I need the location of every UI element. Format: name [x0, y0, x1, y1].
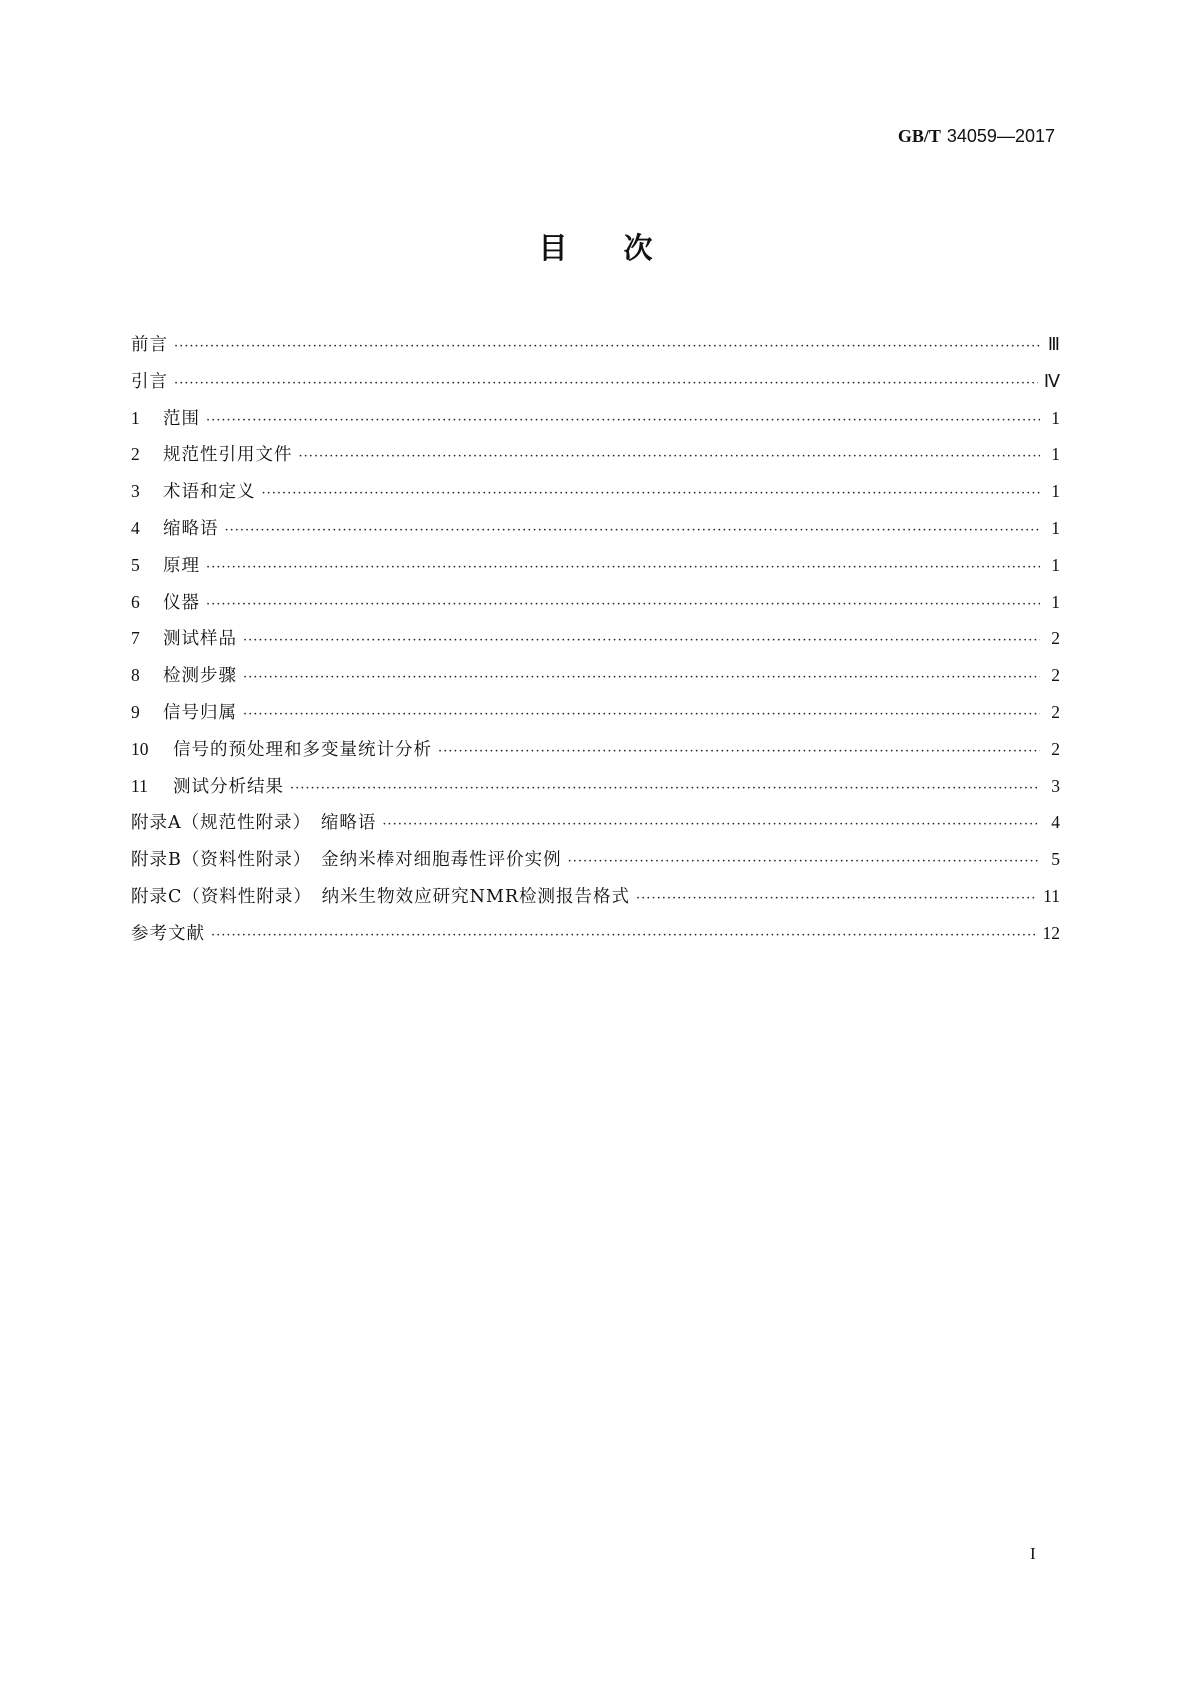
toc-entry-label: 参考文献	[131, 923, 205, 944]
toc-entry-label: 测试分析结果	[173, 776, 284, 797]
toc-entry[interactable]	[131, 694, 1060, 731]
toc-entry-number: 7	[131, 628, 140, 649]
toc-entry-label: 信号的预处理和多变量统计分析	[173, 739, 432, 760]
toc-entry-page: 1	[1051, 591, 1060, 612]
toc-entry-page: 2	[1051, 628, 1060, 649]
toc-entry-number: 5	[131, 554, 140, 575]
dot-leader	[568, 844, 1040, 881]
dot-leader	[636, 881, 1037, 918]
toc-entry-number: 4	[131, 517, 140, 538]
toc-entry-page: 11	[1043, 885, 1060, 906]
toc-entry-label: 术语和定义	[163, 482, 256, 503]
toc-entry-page: Ⅲ	[1047, 334, 1060, 354]
toc-entry-label: 检测步骤	[163, 666, 237, 687]
toc-entry[interactable]	[131, 915, 1060, 952]
toc-entry-label: 仪器	[163, 592, 200, 613]
toc-entry[interactable]	[131, 804, 1060, 841]
toc-entry-number: 8	[131, 665, 140, 686]
toc-entry-label: 前言	[131, 335, 168, 355]
dot-leader	[243, 697, 1040, 734]
toc-entry-label: 范围	[163, 408, 200, 429]
toc-entry-page: 1	[1051, 444, 1060, 465]
toc-entry[interactable]	[131, 400, 1060, 437]
dot-leader	[174, 366, 1038, 403]
dot-leader	[243, 660, 1040, 697]
page-title: 目次	[538, 231, 709, 265]
toc-entry-page: 2	[1051, 701, 1060, 722]
dot-leader	[225, 513, 1041, 550]
toc-entry-label: 附录B（资料性附录） 金纳米棒对细胞毒性评价实例	[131, 850, 562, 871]
toc-entry-label: 附录C（资料性附录） 纳米生物效应研究NMR检测报告格式	[131, 886, 631, 907]
toc-entry-number: 11	[131, 775, 148, 796]
standard-number	[880, 126, 1055, 147]
standard-code: 34059—2017	[946, 126, 1055, 146]
dot-leader	[382, 807, 1040, 844]
toc-entry-page: 2	[1051, 665, 1060, 686]
toc-entry-page: Ⅳ	[1043, 370, 1060, 391]
dot-leader	[299, 439, 1041, 476]
dot-leader	[243, 623, 1040, 660]
toc-entry-page: 2	[1051, 738, 1060, 759]
page-number: I	[1030, 1544, 1036, 1563]
dot-leader	[262, 476, 1041, 513]
dot-leader	[290, 771, 1040, 808]
dot-leader	[174, 329, 1040, 366]
toc-entry[interactable]	[131, 768, 1060, 805]
toc-entry[interactable]	[131, 731, 1060, 768]
toc-entry-number: 9	[131, 701, 140, 722]
toc-entry[interactable]	[131, 841, 1060, 878]
toc-entry[interactable]	[131, 326, 1060, 363]
toc-entry[interactable]	[131, 657, 1060, 694]
toc-entry-label: 信号归属	[163, 702, 237, 723]
toc-entry[interactable]	[131, 878, 1060, 915]
toc-entry[interactable]	[131, 584, 1060, 621]
toc-entry-page: 5	[1051, 849, 1060, 870]
toc-entry-number: 10	[131, 738, 149, 759]
dot-leader	[206, 550, 1040, 587]
toc-entry-page: 3	[1051, 775, 1060, 796]
toc-entry-label: 原理	[163, 555, 200, 576]
toc-entry[interactable]	[131, 473, 1060, 510]
toc-entry-label: 规范性引用文件	[163, 445, 293, 466]
toc-entry-number: 6	[131, 591, 140, 612]
toc-entry-label: 缩略语	[163, 518, 219, 539]
dot-leader	[206, 587, 1040, 624]
toc-entry-page: 1	[1051, 407, 1060, 428]
toc-entry-page: 1	[1051, 554, 1060, 575]
toc-entry-label: 附录A（规范性附录） 缩略语	[131, 813, 377, 834]
dot-leader	[211, 918, 1037, 955]
standard-prefix: GB/T	[897, 126, 941, 146]
toc-entry-page: 4	[1051, 812, 1060, 833]
dot-leader	[438, 734, 1040, 771]
toc-entry-page: 1	[1051, 481, 1060, 502]
toc-entry-label: 测试样品	[163, 629, 237, 650]
toc-entry-number: 3	[131, 481, 140, 502]
toc-entry[interactable]	[131, 436, 1060, 473]
toc-entry-number: 2	[131, 444, 140, 465]
toc-entry[interactable]	[131, 510, 1060, 547]
toc-entry[interactable]	[131, 363, 1060, 400]
toc-entry[interactable]	[131, 620, 1060, 657]
toc-entry-page: 12	[1042, 922, 1060, 943]
toc-entry-page: 1	[1051, 517, 1060, 538]
dot-leader	[206, 403, 1040, 440]
toc-entry-label: 引言	[131, 371, 168, 392]
toc-entry[interactable]	[131, 547, 1060, 584]
toc-entry-number: 1	[131, 407, 140, 428]
table-of-contents	[131, 326, 1060, 952]
